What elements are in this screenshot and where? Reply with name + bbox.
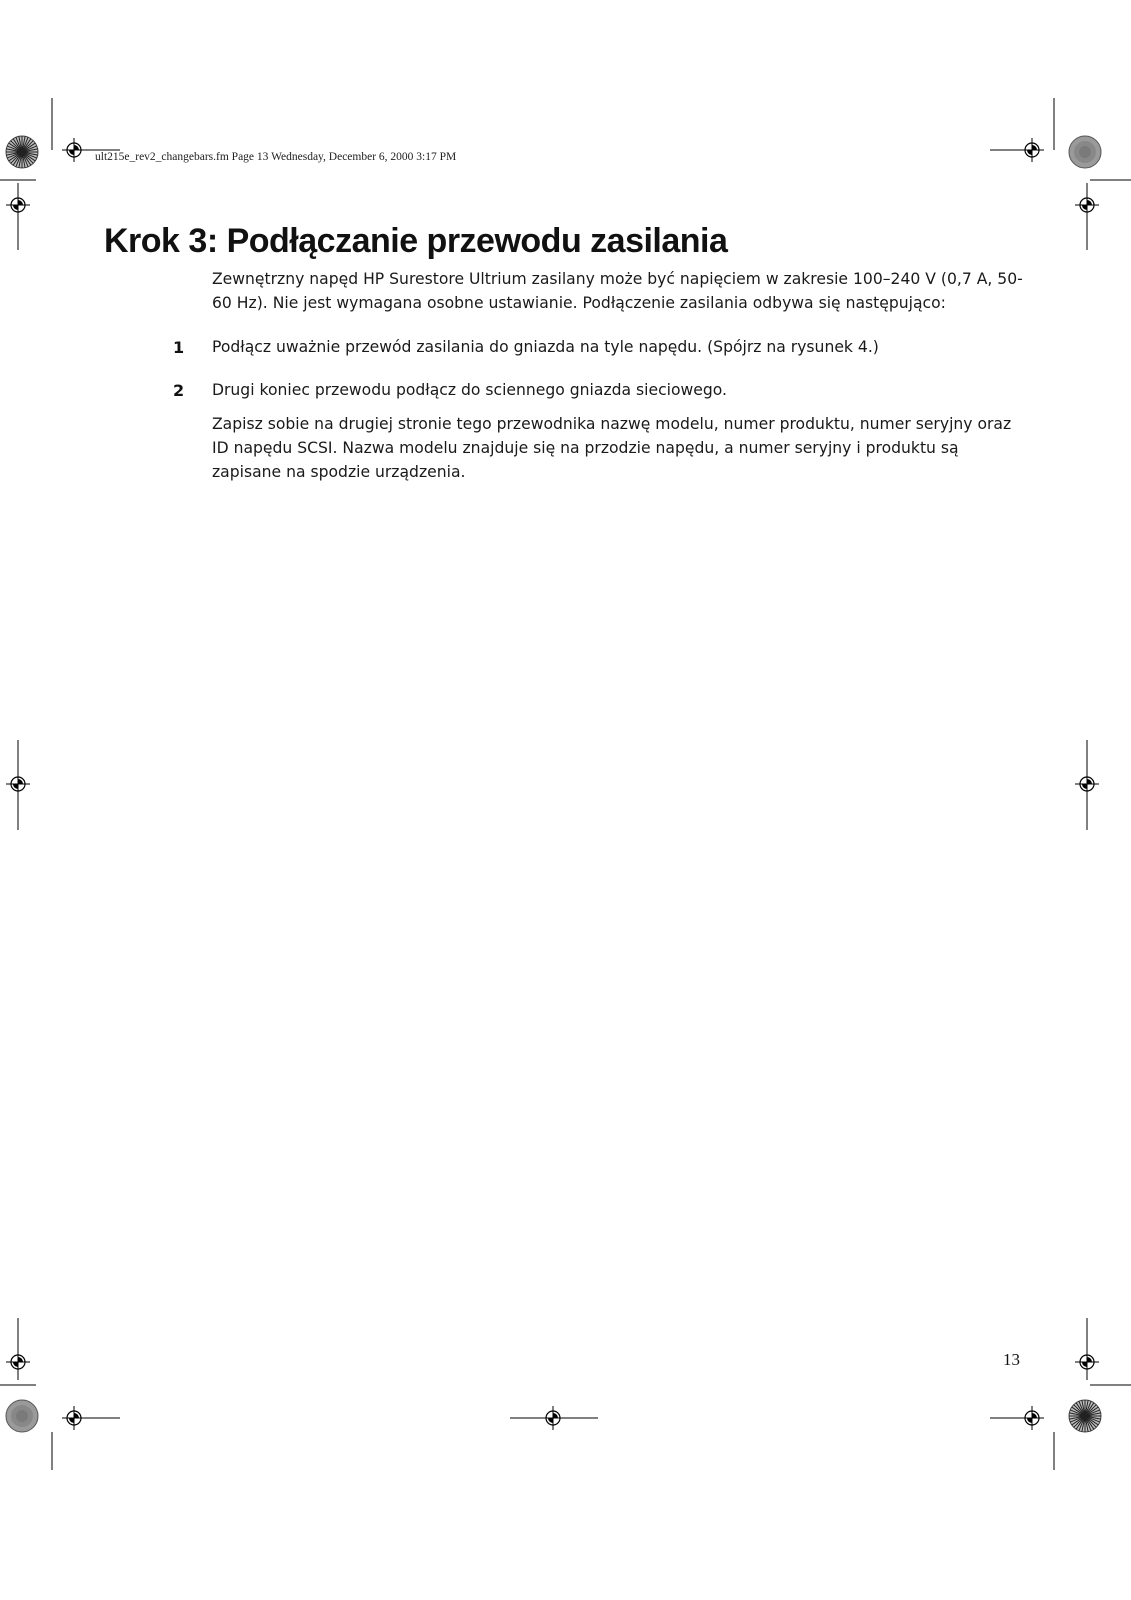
file-slug-line: ult215e_rev2_changebars.fm Page 13 Wednesday, December 6, 2000 3:17 PM — [95, 151, 457, 163]
intro-paragraph: Zewnętrzny napęd HP Surestore Ultrium zasilany może być napięciem w zakresie 100–240 V (0,7 A, 50-60 Hz). Nie jest wymagana osobne ustawianie. Podłączenie zasilania odbywa się następująco: — [212, 270, 1023, 312]
step-text: Drugi koniec przewodu podłącz do sciennego gniazda sieciowego. — [212, 381, 728, 399]
page-number: 13 — [1003, 1350, 1020, 1369]
page-title: Krok 3: Podłączanie przewodu zasilania — [104, 222, 728, 260]
step-number: 2 — [173, 381, 185, 400]
step-text: Podłącz uważnie przewód zasilania do gniazda na tyle napędu. (Spójrz na rysunek 4.) — [212, 338, 879, 356]
step-number: 1 — [173, 338, 185, 357]
note-paragraph: Zapisz sobie na drugiej stronie tego przewodnika nazwę modelu, numer produktu, numer seryjny oraz ID napędu SCSI. Nazwa modelu znajduje się na przodzie napędu, a numer seryjny i produktu są zapisane na spodzie urządzenia. — [212, 415, 1012, 481]
